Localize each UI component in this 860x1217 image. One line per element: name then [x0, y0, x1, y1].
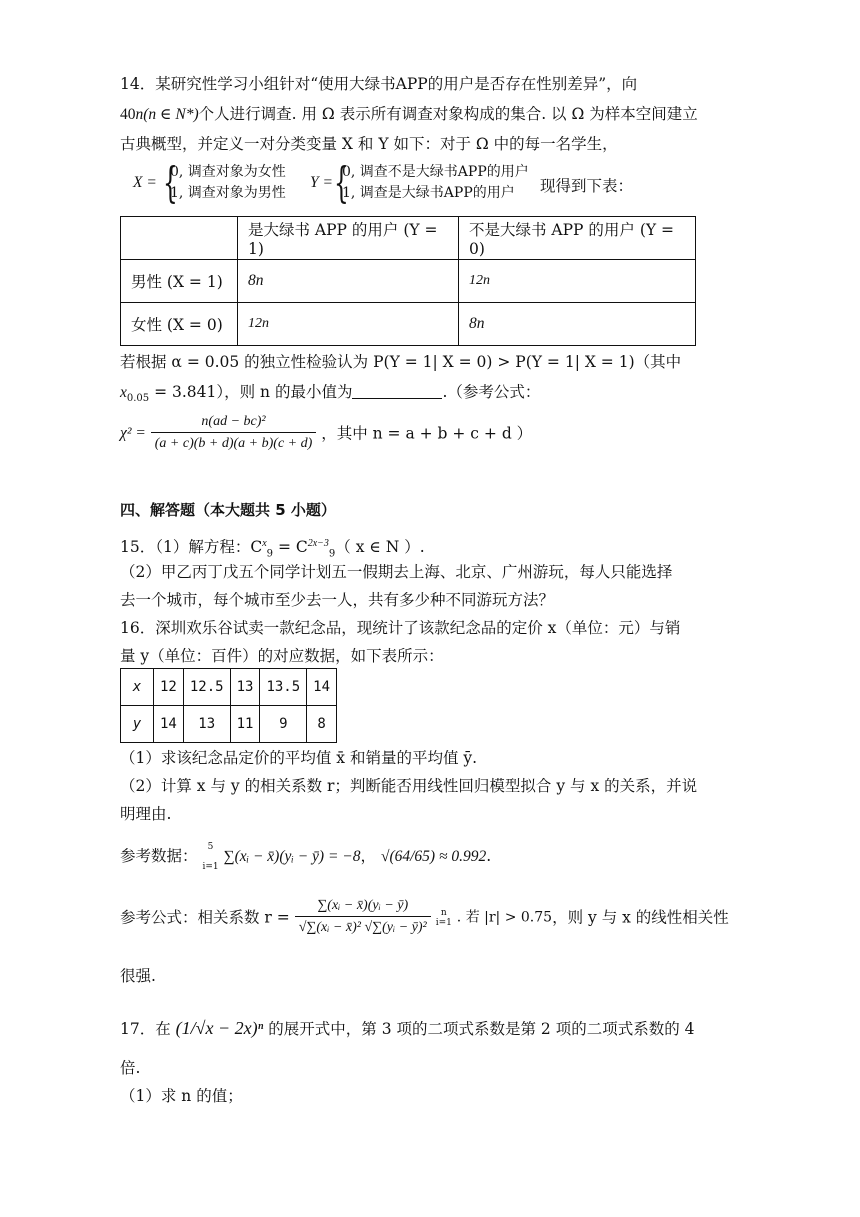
- q14-formula-lhs: χ² =: [120, 424, 146, 442]
- q16-ref-data-label: 参考数据：: [120, 847, 198, 865]
- q14-table-cell: 8n: [238, 260, 459, 303]
- q16-table-cell: 13.5: [260, 669, 307, 706]
- q14-line5: [120, 382, 540, 409]
- q14-table-intro: 现得到下表：: [540, 177, 634, 195]
- q16-ref-numerator: ∑(xᵢ − x̄)(yᵢ − ȳ): [295, 896, 431, 917]
- q16-sum-top: 5: [207, 842, 214, 852]
- q16-table-cell: x: [121, 669, 154, 706]
- q14-count-cond: (n ∈ N*): [143, 106, 199, 123]
- q14-line2-text: 个人进行调查. 用 Ω 表示所有调查对象构成的集合. 以 Ω 为样本空间建立: [198, 105, 698, 123]
- q14-table-cell: 女性 (X = 0): [121, 303, 238, 346]
- q16-ref-tail-a: . 若 |r| > 0.75: [456, 909, 553, 926]
- q14-table-cell: 不是大绿书 APP 的用户 (Y = 0): [459, 217, 696, 260]
- q14-table-cell: 12n: [459, 260, 696, 303]
- q16-ref-tail-b: ，则 y 与 x 的线性相关性: [552, 908, 729, 927]
- q16-part1: （1）求该纪念品定价的平均值 x̄ 和销量的平均值 ȳ.: [120, 749, 478, 767]
- q16-ref-sum-limits: [436, 908, 452, 928]
- q16-ref-sum-top: n: [440, 907, 447, 918]
- q14-line3: 古典概型，并定义一对分类变量 X 和 Y 如下：对于 Ω 中的每一名学生，: [120, 135, 618, 153]
- q14-line5-text: = 3.841），则 n 的最小值为: [149, 383, 353, 401]
- table-row: [121, 706, 337, 743]
- q14-answer-blank[interactable]: [352, 382, 442, 399]
- q16-line1: 16．深圳欢乐谷试卖一款纪念品，现统计了该款纪念品的定价 x（单位：元）与销: [120, 619, 681, 637]
- table-row: [121, 669, 337, 706]
- q14-x-brace-icon: {: [163, 158, 178, 207]
- q15-line2: （2）甲乙丙丁戊五个同学计划五一假期去上海、北京、广州游玩，每人只能选择: [120, 563, 673, 581]
- q17-line1-pre: 17．在: [120, 1020, 171, 1038]
- q17-line1: [120, 1018, 695, 1039]
- q14-y-case1: 1, 调查是大绿书APP的用户: [342, 185, 515, 201]
- q14-count-var: n: [135, 106, 144, 123]
- q16-ref-sum-bottom: i=1: [435, 917, 452, 928]
- q15-line1-text: 15．（1）解方程：C: [120, 538, 263, 557]
- q14-y-def-label: Y =: [310, 174, 333, 191]
- q14-table-cell: 8n: [459, 303, 696, 346]
- q16-part2a: （2）计算 x 与 y 的相关系数 r；判断能否用线性回归模型拟合 y 与 x 的关系，并说: [120, 777, 698, 795]
- q16-ref-data: 参考数据： 5 i=1 ∑(xᵢ − x̄)(yᵢ − ȳ) = −8， √(64/65) ≈ 0.992.: [120, 842, 492, 872]
- q14-x-case1: 1, 调查对象为男性: [170, 185, 286, 201]
- q14-x-case0: 0, 调查对象为女性: [170, 164, 286, 180]
- q14-y-brace-icon: {: [334, 158, 349, 207]
- q14-table-cell: 男性 (X = 1): [121, 260, 238, 303]
- q16-table: [120, 668, 337, 743]
- q16-ref-sqrt: √(64/65) ≈ 0.992: [380, 848, 487, 865]
- q15-tail: （ x ∈ N ）.: [335, 538, 425, 557]
- q14-critical-sub: 0.05: [126, 393, 150, 405]
- q15-sub1: 9: [266, 548, 274, 560]
- q14-table-cell: 是大绿书 APP 的用户 (Y = 1): [238, 217, 459, 260]
- q16-table-cell: 14: [307, 669, 337, 706]
- q14-formula-tail: ，其中 n = a + b + c + d ）: [321, 424, 533, 443]
- q14-table-cell: [121, 217, 238, 260]
- q15-sup2: 2x−3: [307, 538, 329, 549]
- table-row: [121, 303, 696, 346]
- q16-ref-fraction: [295, 896, 431, 939]
- q14-formula-numerator: n(ad − bc)²: [151, 412, 317, 433]
- q15-sub2: 9: [328, 548, 336, 560]
- q16-ref-denominator: √∑(xᵢ − x̄)² √∑(yᵢ − ȳ)²: [298, 920, 427, 935]
- q14-table-cell: 12n: [238, 303, 459, 346]
- q16-table-cell: 11: [230, 706, 260, 743]
- q14-line5-tail: .（参考公式：: [442, 383, 541, 401]
- table-row: [121, 260, 696, 303]
- q16-sum-limits: [202, 842, 218, 872]
- q16-table-cell: 12: [154, 669, 184, 706]
- q16-table-cell: 13: [230, 669, 260, 706]
- q15-line3: 去一个城市，每个城市至少去一人，共有多少种不同游玩方法？: [120, 591, 555, 609]
- q14-count-number: 40: [120, 106, 136, 123]
- q15-eq: = C: [273, 538, 308, 557]
- q16-part2b: 明理由.: [120, 805, 172, 823]
- table-row: [121, 217, 696, 260]
- q17-line2: 倍.: [120, 1059, 141, 1077]
- q16-ref-sum: ∑(xᵢ − x̄)(yᵢ − ȳ) = −8: [223, 848, 361, 865]
- q16-table-cell: 13: [183, 706, 230, 743]
- q17-part1: （1）求 n 的值；: [120, 1087, 243, 1105]
- q14-y-case0: 0, 调查不是大绿书APP的用户: [342, 164, 529, 180]
- q14-line1: 14．某研究性学习小组针对“使用大绿书APP的用户是否存在性别差异”，向: [120, 75, 638, 93]
- q17-expression: (1/√x − 2x)ⁿ: [175, 1018, 264, 1038]
- section-heading: 四、解答题（本大题共 5 小题）: [120, 501, 336, 519]
- q16-line2: 量 y（单位：百件）的对应数据，如下表所示：: [120, 647, 444, 665]
- q16-table-cell: 12.5: [183, 669, 230, 706]
- q16-ref-end: .: [486, 847, 492, 865]
- q16-table-cell: y: [121, 706, 154, 743]
- q14-critical-var: x: [120, 384, 127, 401]
- q14-formula: [120, 412, 532, 455]
- q15-sup1: x: [262, 538, 267, 549]
- q16-table-cell: 9: [260, 706, 307, 743]
- q16-sum-bottom: i=1: [202, 862, 219, 872]
- q16-ref-formula: [120, 896, 729, 939]
- q14-x-def-label: X =: [133, 174, 157, 191]
- q16-ref-formula-label: 参考公式：相关系数 r =: [120, 908, 290, 927]
- q15-line1: [120, 534, 425, 564]
- q17-line1-post: 的展开式中，第 3 项的二项式系数是第 2 项的二项式系数的 4: [268, 1020, 695, 1038]
- q16-table-cell: 14: [154, 706, 184, 743]
- q14-formula-denominator: (a + c)(b + d)(a + b)(c + d): [154, 436, 313, 451]
- q14-line2: [120, 104, 698, 125]
- q16-ref-end: 很强.: [120, 967, 156, 985]
- q14-table: [120, 216, 696, 346]
- q14-formula-fraction: [151, 412, 317, 455]
- q14-line4: 若根据 α = 0.05 的独立性检验认为 P(Y = 1| X = 0) > P(Y = 1| X = 1)（其中: [120, 353, 682, 371]
- q16-table-cell: 8: [307, 706, 337, 743]
